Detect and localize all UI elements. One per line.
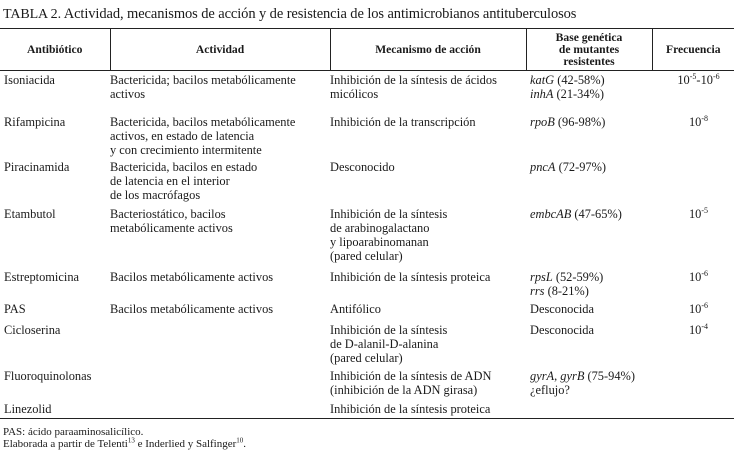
- cell-mechanism: Antifólico: [330, 301, 381, 316]
- header-activity: Actividad: [110, 29, 330, 71]
- cell-frequency: [652, 158, 734, 205]
- cell-activity: [110, 400, 330, 419]
- table-row: [0, 268, 734, 300]
- cell-activity: Bacilos metabólicamente activos: [110, 301, 274, 316]
- table-header-row: [0, 29, 734, 71]
- cell-mechanism: Inhibición de la síntesis de D-alanil-D-alanina (pared celular): [330, 322, 448, 365]
- header-antibiotic: Antibiótico: [0, 29, 110, 71]
- cell-antibiotic: Linezolid: [0, 400, 110, 419]
- cell-frequency: [652, 400, 734, 419]
- cell-antibiotic: Estreptomicina: [4, 269, 80, 284]
- cell-mechanism: Inhibición de la síntesis de arabinogalactano y lipoarabinomanan (pared celular): [330, 206, 448, 263]
- table-footnotes: [3, 426, 246, 450]
- table-row: [0, 367, 734, 400]
- antimicrobial-table: [0, 28, 734, 419]
- reference-13: 13: [127, 436, 135, 445]
- cell-antibiotic: Fluoroquinolonas: [4, 368, 92, 383]
- cell-frequency: $10^{-6}$: [688, 268, 709, 284]
- cell-frequency: $10^{-8}$: [688, 113, 709, 129]
- footnote-source: Elaborada a partir de Telenti$^{13}$ e Inderlied y Salfinger$^{10}$.: [3, 436, 247, 450]
- cell-activity: Bactericida, bacilos metabólicamente activos, en estado de latencia y con crecimiento intermitente: [110, 114, 296, 157]
- cell-frequency: $10^{-6}$: [688, 300, 709, 316]
- table-row: [0, 158, 734, 205]
- header-mechanism: Mecanismo de acción: [330, 29, 526, 71]
- table-row: [0, 71, 734, 113]
- table-row: [0, 321, 734, 367]
- footnote-abbreviation: PAS: ácido paraaminosalicílico.: [3, 426, 144, 438]
- cell-mechanism: Inhibición de la síntesis proteica: [330, 269, 491, 284]
- table-row: [0, 205, 734, 268]
- cell-genetic-basis: [526, 400, 652, 419]
- table-row: [0, 300, 734, 321]
- cell-activity: [110, 367, 330, 400]
- cell-genetic-basis: Desconocida: [530, 301, 594, 316]
- cell-genetic-basis: rpsL (52-59%) rrs (8-21%): [530, 269, 604, 298]
- cell-genetic-basis: pncA (72-97%): [530, 159, 607, 174]
- cell-activity: Bacteriostático, bacilos metabólicamente activos: [110, 206, 233, 235]
- table-row: [0, 400, 734, 419]
- cell-antibiotic: Cicloserina: [4, 322, 61, 337]
- cell-activity: Bactericida, bacilos en estado de latencia en el interior de los macrófagos: [110, 159, 258, 202]
- cell-mechanism: Inhibición de la transcripción: [330, 114, 476, 129]
- cell-mechanism: Desconocido: [330, 159, 395, 174]
- cell-activity: Bacilos metabólicamente activos: [110, 269, 274, 284]
- cell-antibiotic: PAS: [4, 301, 26, 316]
- cell-genetic-basis: gyrA, gyrB (75-94%) ¿eflujo?: [530, 368, 635, 397]
- cell-frequency: $10^{-5}-10^{-6}$: [677, 71, 720, 87]
- cell-antibiotic: Isoniacida: [4, 73, 55, 87]
- cell-genetic-basis: rpoB (96-98%): [530, 114, 606, 129]
- header-genetic-basis: Base genética de mutantes resistentes: [526, 29, 652, 71]
- cell-frequency: $10^{-4}$: [688, 321, 709, 337]
- cell-frequency: [652, 367, 734, 400]
- table-title: Actividad, mecanismos de acción y de resistencia de los antimicrobianos antituberculosos: [63, 6, 577, 22]
- table-label: TABLA 2.: [3, 7, 61, 22]
- cell-genetic-basis: Desconocida: [530, 322, 594, 337]
- table-row: [0, 113, 734, 158]
- cell-activity: Bactericida; bacilos metabólicamente activos: [110, 73, 296, 101]
- cell-antibiotic: Piracinamida: [4, 159, 70, 174]
- cell-activity: [110, 321, 330, 367]
- cell-mechanism: Inhibición de la síntesis de ADN (inhibición de la ADN girasa): [330, 368, 492, 397]
- cell-mechanism: Inhibición de la síntesis de ácidos micólicos: [330, 73, 497, 101]
- cell-antibiotic: Etambutol: [4, 206, 56, 221]
- cell-genetic-basis: katG (42-58%) inhA (21-34%): [530, 73, 605, 101]
- header-frequency: Frecuencia: [652, 29, 734, 71]
- cell-mechanism: Inhibición de la síntesis proteica: [330, 400, 526, 419]
- table-caption: [3, 6, 576, 23]
- cell-frequency: $10^{-5}$: [688, 205, 709, 221]
- cell-antibiotic: Rifampicina: [4, 114, 66, 129]
- reference-10: 10: [236, 436, 244, 445]
- cell-genetic-basis: embcAB (47-65%): [530, 206, 622, 221]
